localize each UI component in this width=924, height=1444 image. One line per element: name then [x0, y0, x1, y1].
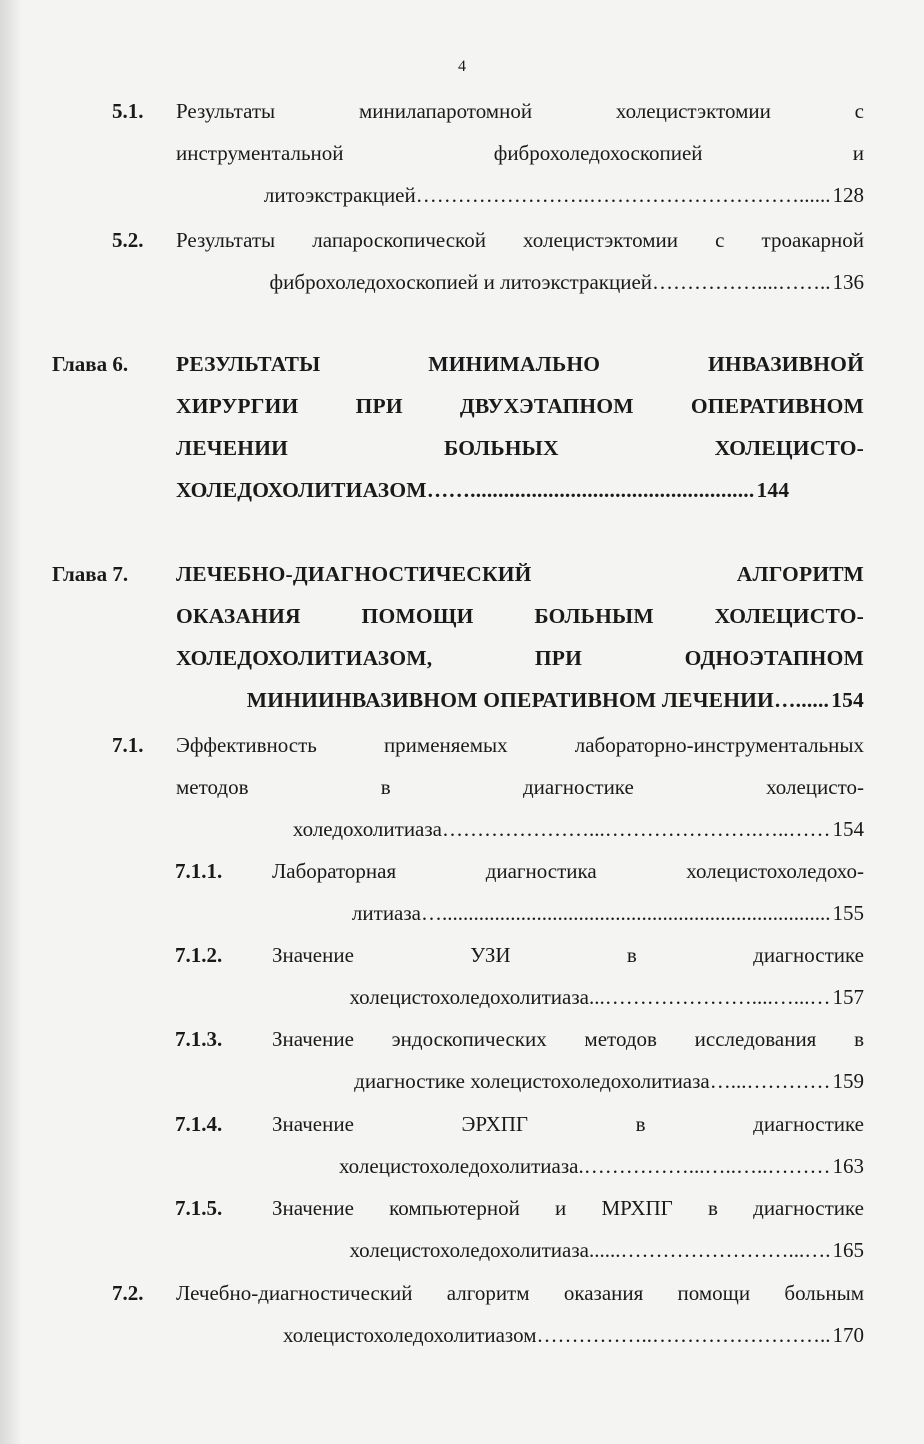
toc-entry-number: 5.2. [112, 228, 144, 252]
toc-entry-number: 7.2. [112, 1281, 144, 1305]
toc-last-text: холецистохоледохолитиаза...…………………....…...… [349, 985, 831, 1009]
toc-line: ХИРУРГИИ ПРИ ДВУХЭТАПНОМ ОПЕРАТИВНОМ [176, 394, 864, 418]
toc-last-text: МИНИИНВАЗИВНОМ ОПЕРАТИВНОМ ЛЕЧЕНИИ…...... [246, 688, 830, 712]
toc-line-last [176, 1314, 864, 1356]
scan-edge-shadow [0, 0, 22, 1444]
toc-entry-title [176, 1272, 864, 1356]
toc-last-text: диагностике холецистохоледохолитиаза…...………… [354, 1069, 831, 1093]
toc-last-text: холедохолитиаза…………………...………………….…..…… [292, 817, 831, 841]
toc-entry-number: 7.1.3. [175, 1027, 223, 1051]
toc-chapter-number: Глава 6. [52, 352, 129, 376]
toc-line: Значение компьютерной и МРХПГ в диагностике [272, 1196, 864, 1220]
toc-entry-title [176, 90, 864, 216]
toc-line: методов в диагностике холецисто- [176, 775, 864, 799]
toc-page-number: 155 [832, 901, 864, 925]
toc-entry-number: 7.1.2. [175, 943, 223, 967]
toc-entry-title [272, 1103, 864, 1187]
toc-line: Лабораторная диагностика холецистохоледохо- [272, 859, 864, 883]
toc-last-text: холецистохоледохолитиаза.……………...…..…..……… [338, 1154, 831, 1178]
toc-entry-number: 7.1.1. [175, 859, 223, 883]
toc-page-number: 165 [832, 1238, 864, 1262]
toc-entry-title [272, 850, 864, 934]
toc-line: Лечебно-диагностический алгоритм оказания помощи больным [176, 1281, 864, 1305]
toc-entry-title [272, 1187, 864, 1271]
toc-entry-number: 7.1. [112, 733, 144, 757]
toc-page-number: 154 [832, 817, 864, 841]
toc-line-last [272, 976, 864, 1018]
toc-line: ЛЕЧЕБНО-ДИАГНОСТИЧЕСКИЙ АЛГОРИТМ [176, 562, 864, 586]
toc-line-last [272, 1229, 864, 1271]
toc-last-text: холецистохоледохолитиаза......……………………...…. [349, 1238, 831, 1262]
toc-line: Эффективность применяемых лабораторно-инструментальных [176, 733, 864, 757]
toc-line-last [176, 469, 864, 511]
toc-page-number: 170 [832, 1323, 864, 1347]
toc-line: Результаты лапароскопической холецистэктомии с троакарной [176, 228, 864, 252]
toc-line-last [272, 892, 864, 934]
toc-entry-title [272, 1018, 864, 1102]
toc-chapter-number: Глава 7. [52, 562, 129, 586]
toc-line: ЛЕЧЕНИИ БОЛЬНЫХ ХОЛЕЦИСТО- [176, 436, 864, 460]
toc-page-number: 128 [832, 183, 864, 207]
toc-entry-title [176, 724, 864, 850]
toc-last-text: литиаза….......................................................................... [351, 901, 831, 925]
toc-line: Значение эндоскопических методов исследования в [272, 1027, 864, 1051]
toc-line-last [176, 174, 864, 216]
toc-entry-title [176, 219, 864, 303]
toc-page-number: 144 [756, 478, 790, 502]
toc-last-text: фиброхоледохоскопией и литоэкстракцией……………....…….. [269, 270, 831, 294]
toc-page-number: 136 [832, 270, 864, 294]
toc-entry-number: 5.1. [112, 99, 144, 123]
toc-chapter-title [176, 553, 864, 721]
toc-line-last [272, 1145, 864, 1187]
toc-line: инструментальной фиброхоледохоскопией и [176, 141, 864, 165]
toc-entry-title [272, 934, 864, 1018]
toc-last-text: холецистохоледохолитиазом……………..…………………….. [283, 1323, 831, 1347]
toc-page-number: 157 [832, 985, 864, 1009]
toc-last-text: литоэкстракцией…………………….…………………………...... [263, 183, 831, 207]
toc-chapter-title [176, 343, 864, 511]
toc-line: Значение УЗИ в диагностике [272, 943, 864, 967]
toc-line-last [176, 808, 864, 850]
page-number: 4 [458, 58, 466, 75]
toc-line-last [272, 1060, 864, 1102]
toc-line: Значение ЭРХПГ в диагностике [272, 1112, 864, 1136]
toc-line: РЕЗУЛЬТАТЫ МИНИМАЛЬНО ИНВАЗИВНОЙ [176, 352, 864, 376]
toc-line-last [176, 261, 864, 303]
toc-page-number: 154 [831, 688, 864, 712]
toc-line: Результаты минилапаротомной холецистэктомии с [176, 99, 864, 123]
toc-entry-number: 7.1.4. [175, 1112, 223, 1136]
toc-line: ОКАЗАНИЯ ПОМОЩИ БОЛЬНЫМ ХОЛЕЦИСТО- [176, 604, 864, 628]
toc-line: ХОЛЕДОХОЛИТИАЗОМ, ПРИ ОДНОЭТАПНОМ [176, 646, 864, 670]
toc-page-number: 159 [832, 1069, 864, 1093]
toc-entry-number: 7.1.5. [175, 1196, 223, 1220]
toc-last-text: ХОЛЕДОХОЛИТИАЗОМ……................................................... [176, 478, 755, 502]
toc-page-number: 163 [832, 1154, 864, 1178]
toc-line-last [176, 679, 864, 721]
